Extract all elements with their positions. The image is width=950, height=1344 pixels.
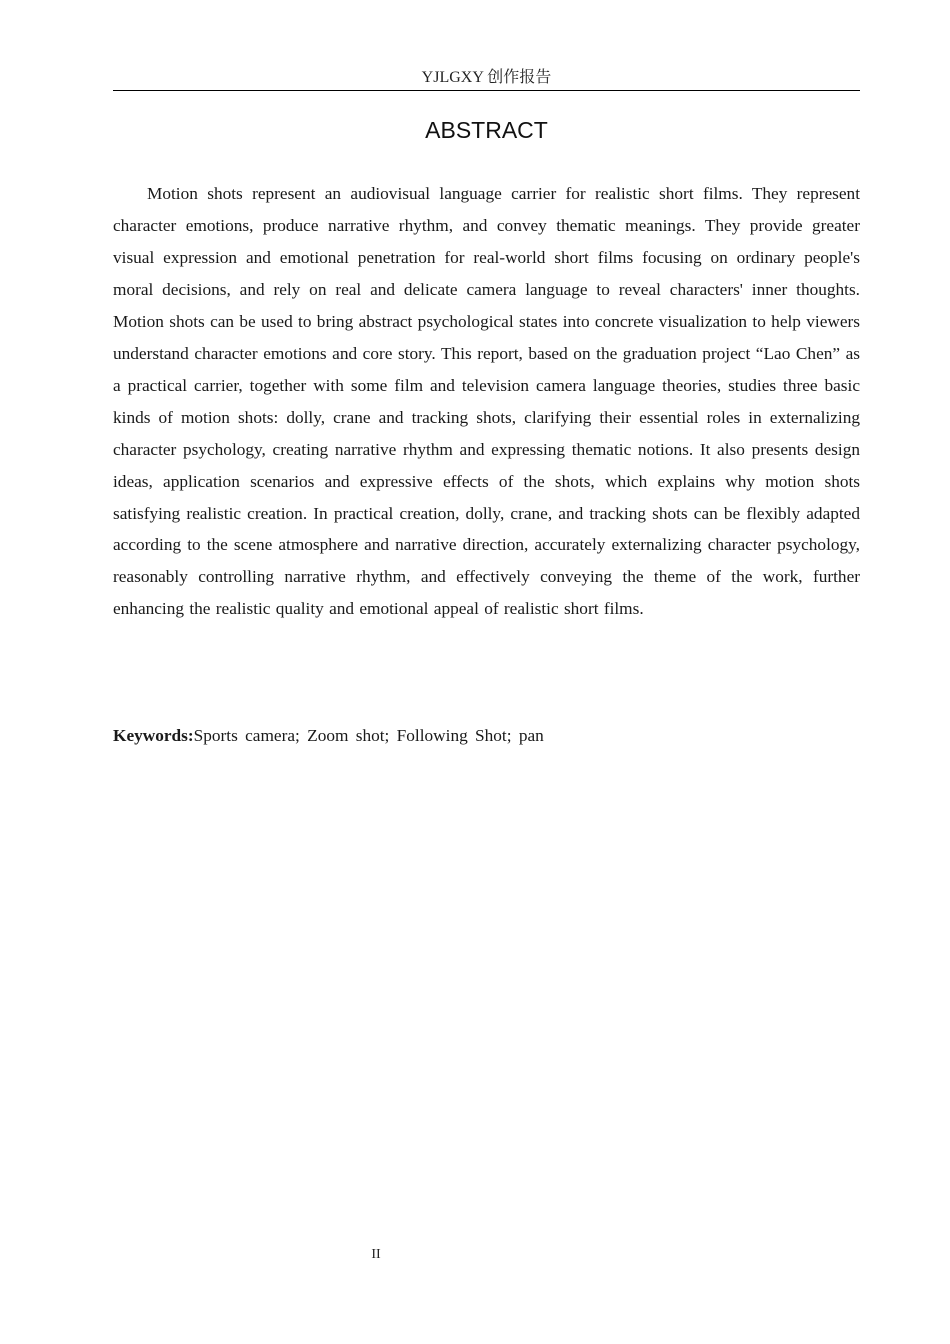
abstract-body: Motion shots represent an audiovisual language carrier for realistic short films. They represent character emotions, produce narrative rhythm, and convey thematic meanings. They provide greater visual expression and emotional penetration for real-world short films focusing on ordinary people's moral decisions, and rely on real and delicate camera language to reveal characters' inner thoughts. Motion shots can be used to bring abstract psychological states into concrete visualization to help viewers understand character emotions and core story. This report, based on the graduation project “Lao Chen” as a practical carrier, together with some film and television camera language theories, studies three basic kinds of motion shots: dolly, crane and tracking shots, clarifying their essential roles in externalizing character psychology, creating narrative rhythm and expressing thematic notions. It also presents design ideas, application scenarios and expressive effects of the shots, which explains why motion shots satisfying realistic creation. In practical creation, dolly, crane, and tracking shots can be flexibly adapted according to the scene atmosphere and narrative direction, accurately externalizing character psychology, reasonably controlling narrative rhythm, and effectively conveying the theme of the work, further enhancing the realistic quality and emotional appeal of realistic short films. bbox=[113, 184, 860, 619]
page-number: II bbox=[371, 1247, 381, 1262]
keywords-line bbox=[113, 720, 860, 752]
abstract-title: ABSTRACT bbox=[425, 117, 548, 143]
running-header: YJLGXY 创作报告 bbox=[421, 69, 552, 86]
keywords-text: Sports camera; Zoom shot; Following Shot; pan bbox=[193, 726, 544, 745]
header-rule bbox=[113, 90, 860, 91]
keywords-label: Keywords: bbox=[113, 726, 194, 745]
